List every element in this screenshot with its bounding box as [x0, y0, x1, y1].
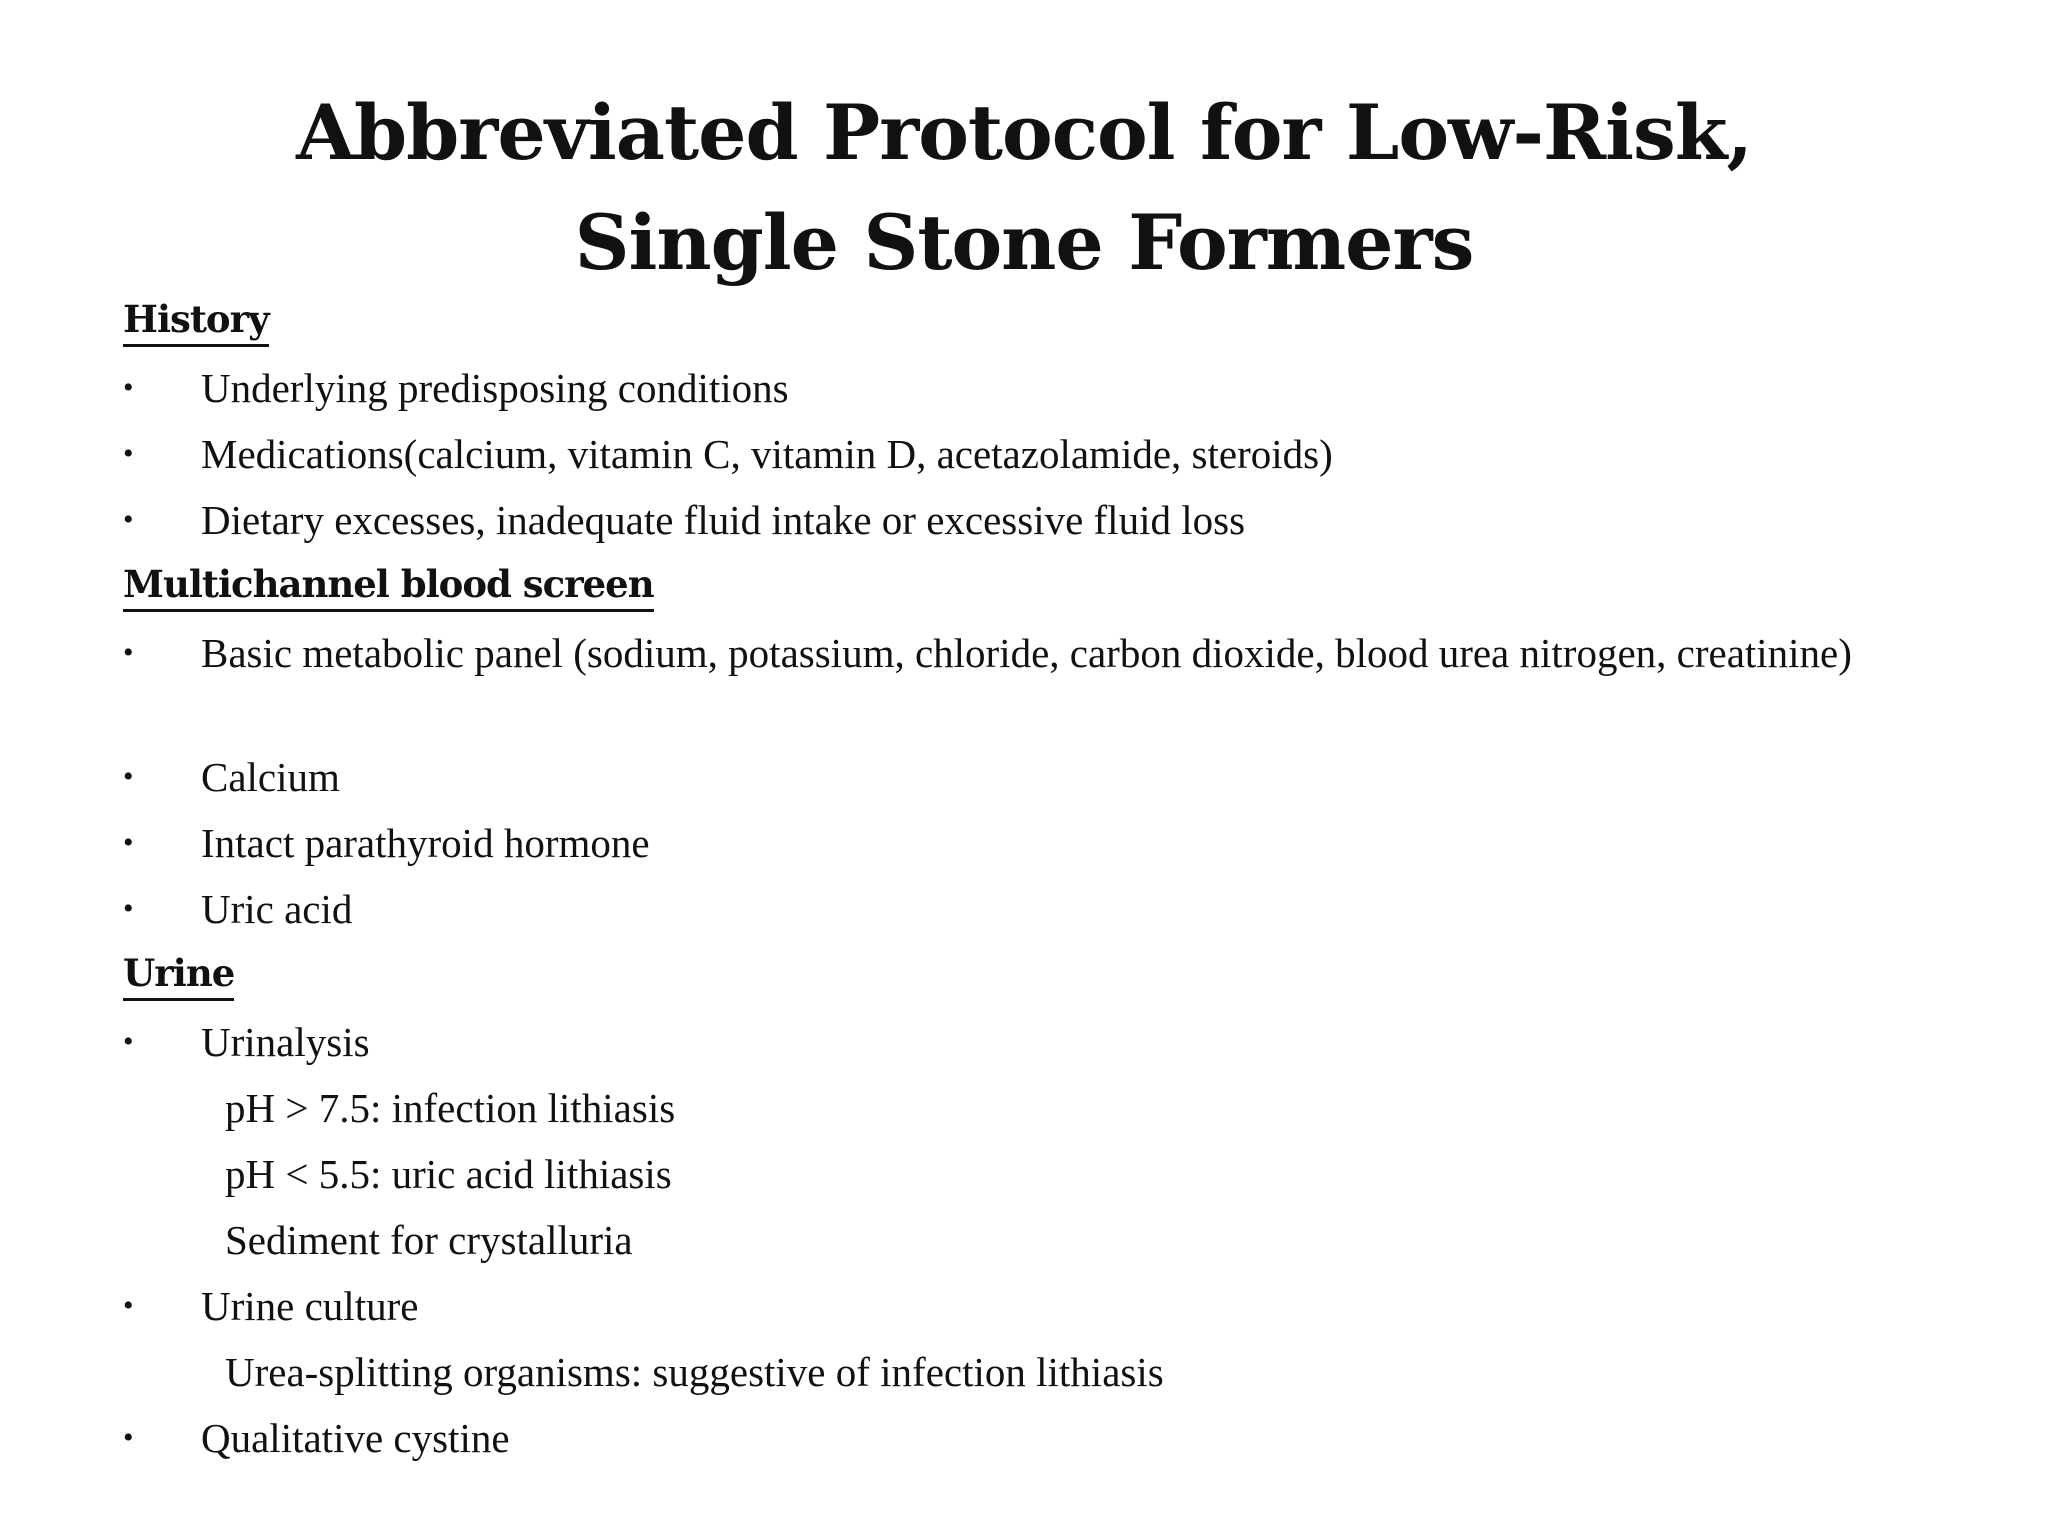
- list-item: [123, 1410, 1883, 1466]
- section-heading-history: History: [123, 296, 269, 347]
- list-item-text: Medications(calcium, vitamin C, vitamin D, acetazolamide, steroids): [201, 431, 1333, 477]
- bullet-icon: •: [123, 826, 134, 859]
- bullet-icon: •: [123, 1289, 134, 1322]
- list-item: [123, 749, 1883, 805]
- list-item-text: Calcium: [201, 754, 340, 800]
- list-item: [123, 426, 1883, 482]
- list-item: [123, 815, 1883, 871]
- slide-title-line-2: Single Stone Formers: [574, 198, 1474, 287]
- list-item-text: Qualitative cystine: [201, 1415, 510, 1461]
- list-item-text: Urinalysis: [201, 1019, 370, 1065]
- section-heading-urine: Urine: [123, 950, 234, 1001]
- sub-item: pH < 5.5: uric acid lithiasis: [225, 1151, 672, 1197]
- bullet-icon: •: [123, 1025, 134, 1058]
- bullet-icon: •: [123, 1421, 134, 1454]
- bullet-icon: •: [123, 371, 134, 404]
- sub-item: Urea-splitting organisms: suggestive of infection lithiasis: [225, 1349, 1164, 1395]
- bullet-icon: •: [123, 636, 134, 669]
- list-item: [123, 492, 1883, 548]
- sub-item: Sediment for crystalluria: [225, 1217, 633, 1263]
- bullet-icon: •: [123, 760, 134, 793]
- bullet-icon: •: [123, 892, 134, 925]
- bullet-icon: •: [123, 503, 134, 536]
- sub-item: pH > 7.5: infection lithiasis: [225, 1085, 676, 1131]
- list-item-text: Dietary excesses, inadequate fluid intake or excessive fluid loss: [201, 497, 1246, 543]
- list-item: [123, 1278, 1883, 1334]
- list-item: [123, 360, 1883, 416]
- list-item-text: Intact parathyroid hormone: [201, 820, 650, 866]
- list-item: [123, 625, 1883, 682]
- list-item-text: Basic metabolic panel (sodium, potassium, chloride, carbon dioxide, blood urea nitrogen, creatinine): [201, 630, 1852, 676]
- list-item: [123, 1014, 1883, 1070]
- slide-title-line-1: Abbreviated Protocol for Low-Risk,: [296, 88, 1752, 177]
- list-item-text: Underlying predisposing conditions: [201, 365, 789, 411]
- section-heading-blood-screen: Multichannel blood screen: [123, 561, 654, 612]
- list-item: [123, 881, 1883, 937]
- list-item-text: Urine culture: [201, 1283, 419, 1329]
- bullet-icon: •: [123, 437, 134, 470]
- list-item-text: Uric acid: [201, 886, 353, 932]
